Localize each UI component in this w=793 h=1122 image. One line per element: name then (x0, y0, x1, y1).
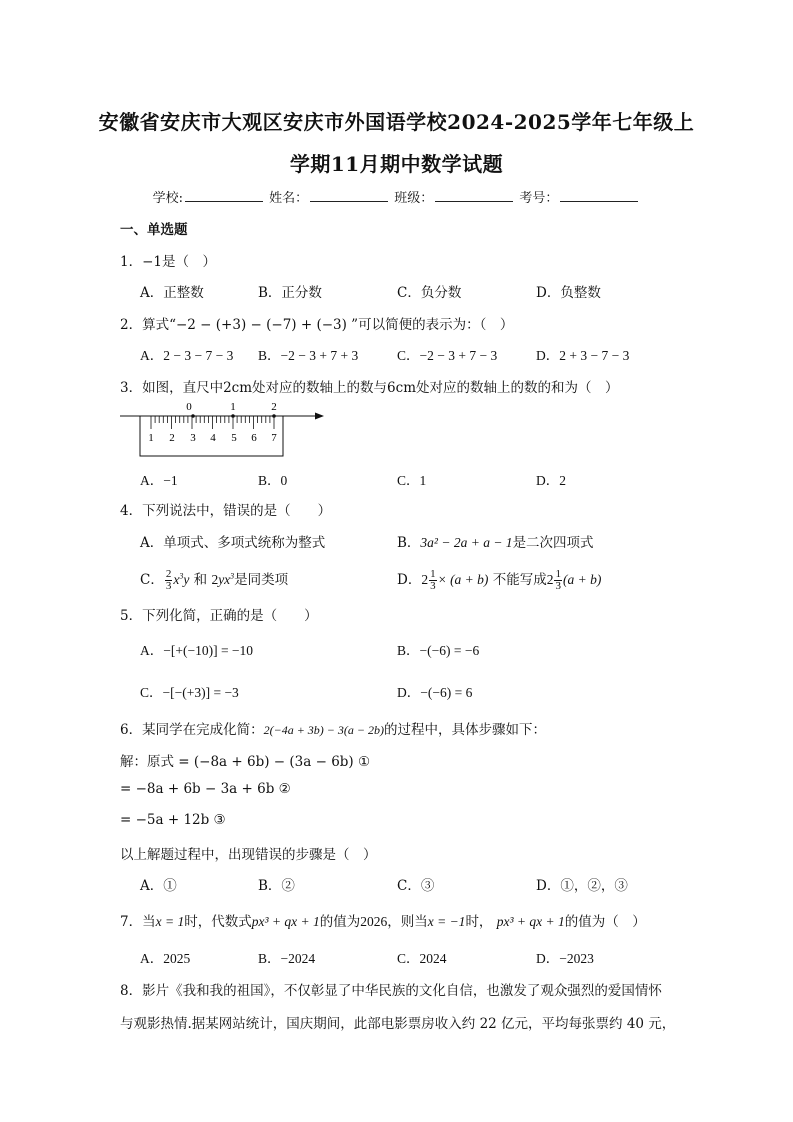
q1-option-a[interactable]: A．正整数 (140, 285, 204, 301)
ruler-labels (148, 432, 277, 444)
exam-no-field[interactable] (560, 189, 638, 202)
q2-option-d[interactable]: D．2 + 3 − 7 − 3 (536, 348, 630, 363)
q5-options-row1 (140, 639, 660, 659)
q3-option-c[interactable]: C．1 (397, 473, 427, 488)
axis-label-1: 1 (230, 401, 236, 413)
q4-options-row2 (140, 566, 660, 596)
q2-option-a[interactable]: A．2 − 3 − 7 − 3 (140, 348, 234, 363)
q4-stem: 4．下列说法中，错误的是（ ） (120, 503, 332, 519)
q7-text-a: 7．当 (120, 914, 156, 930)
q1-stem: 1．−1是（ ） (120, 254, 216, 270)
q4-option-c-and: 和 (193, 572, 208, 588)
ruler-ticks (151, 416, 274, 429)
q2-options (140, 344, 660, 364)
school-field[interactable] (185, 189, 263, 202)
q6-option-b[interactable]: B．② (258, 878, 295, 894)
page-title-line1: 安徽省安庆市大观区安庆市外国语学校2024-2025学年七年级上 (98, 110, 695, 134)
q4-option-c[interactable]: C． $\frac{2}{3}$ $x^3y$ 和 $2yx^3$是同类项 (140, 568, 289, 592)
q7-options (140, 947, 660, 967)
q4-option-c-letter: C． (140, 572, 164, 588)
ruler-label-7: 7 (271, 432, 277, 444)
q6-step1: 解：原式 = (−8a + 6b) − (3a − 6b) ① (120, 754, 371, 770)
ruler-label-2: 2 (169, 432, 175, 444)
q7-stem (120, 910, 646, 930)
q1-option-b[interactable]: B．正分数 (258, 285, 322, 301)
q6-stem (120, 718, 546, 738)
q1-option-d[interactable]: D．负整数 (536, 285, 601, 301)
q2-option-b[interactable]: B．−2 − 3 + 7 + 3 (258, 348, 359, 363)
q4-option-b-text: 是二次四项式 (512, 535, 594, 551)
fraction-one-third-2: $\frac{1}{3}$ (555, 568, 561, 592)
q7-cond2: x = −1 (427, 914, 466, 929)
axis-point-1 (231, 414, 235, 418)
q6-option-d[interactable]: D．①，②，③ (536, 878, 628, 894)
q3-option-b[interactable]: B．0 (258, 473, 288, 488)
fraction-two-thirds: $\frac{2}{3}$ (165, 568, 172, 592)
q7-expr: px³ + qx + 1 (251, 914, 320, 929)
q4-option-d[interactable]: D．2 $\frac{1}{3}$ × (a + b) 不能写成2 $\frac{1}{3}$ (a + b) (397, 568, 602, 592)
q7-text-d: ，则当 (387, 914, 428, 930)
q2-stem: 2．算式“−2 − (+3) − (−7) + (−3) ”可以简便的表示为：（ ） (120, 317, 514, 333)
q1-options (140, 281, 660, 301)
axis-label-2: 2 (271, 401, 277, 413)
q7-text-e: 时， (465, 914, 493, 930)
q4-options-row1 (140, 531, 660, 551)
name-label: 姓名： (269, 191, 309, 206)
q3-options (140, 469, 660, 489)
q6-options (140, 874, 660, 894)
axis-labels (186, 401, 277, 413)
q4-option-d-text: 不能写成 (492, 572, 547, 588)
axis-point-2 (272, 414, 276, 418)
section-heading: 一、单选题 (120, 222, 188, 238)
name-field[interactable] (310, 189, 388, 202)
q3-stem: 3．如图，直尺中2cm处对应的数轴上的数与6cm处对应的数轴上的数的和为（ ） (120, 380, 619, 396)
q3-option-a[interactable]: A．−1 (140, 473, 178, 488)
ruler-label-3: 3 (190, 432, 196, 444)
school-label: 学校: (152, 191, 183, 206)
class-label: 班级： (394, 191, 434, 206)
q6-stem-prefix: 6．某同学在完成化简： (120, 722, 264, 738)
page-title-line2: 学期11月期中数学试题 (289, 152, 504, 176)
q5-option-a[interactable]: A．−[+(−10)] = −10 (140, 643, 254, 658)
q4-option-d-letter: D． (397, 572, 422, 588)
ruler-label-6: 6 (251, 432, 257, 444)
q6-stem-suffix: 的过程中，具体步骤如下： (383, 722, 546, 738)
q8-line2: 与观影热情.据某网站统计，国庆期间，此部电影票房收入约 22 亿元，平均每张票约 40 元， (120, 1016, 676, 1032)
axis-point-0 (191, 414, 195, 418)
q6-option-c[interactable]: C．③ (397, 878, 435, 894)
q5-stem: 5．下列化简，正确的是（ ） (120, 608, 318, 624)
fraction-one-third: $\frac{1}{3}$ (430, 568, 436, 592)
q1-option-c[interactable]: C．负分数 (397, 285, 462, 301)
ruler-label-4: 4 (210, 432, 216, 444)
axis-label-0: 0 (186, 401, 192, 413)
q4-option-b-letter: B． (397, 535, 421, 551)
q7-text-c: 的值为 (319, 914, 361, 930)
q7-expr-2: px³ + qx + 1 (496, 914, 565, 929)
q7-text-b: 时，代数式 (184, 914, 252, 930)
q7-option-a[interactable]: A．2025 (140, 951, 191, 966)
q7-option-b[interactable]: B．−2024 (258, 951, 316, 966)
q6-step3: = −5a + 12b ③ (120, 812, 226, 828)
q7-option-d[interactable]: D．−2023 (536, 951, 594, 966)
q5-option-d[interactable]: D．−(−6) = 6 (397, 685, 473, 700)
ruler-number-line-figure (118, 398, 330, 460)
q6-step2: = −8a + 6b − 3a + 6b ② (120, 781, 291, 797)
arrow-icon (315, 413, 324, 420)
q4-option-a[interactable]: A．单项式、多项式统称为整式 (140, 535, 326, 551)
class-field[interactable] (435, 189, 513, 202)
exam-no-label: 考号： (519, 191, 559, 206)
q4-option-c-text: 是同类项 (234, 572, 289, 588)
q2-option-c[interactable]: C．−2 − 3 + 7 − 3 (397, 348, 498, 363)
q5-option-c[interactable]: C．−[−(+3)] = −3 (140, 685, 239, 700)
q7-text-f: 的值为（ ） (564, 914, 646, 930)
q5-options-row2 (140, 681, 660, 701)
ruler-label-1: 1 (148, 432, 154, 444)
q6-stem-expr: 2(−4a + 3b) − 3(a − 2b) (263, 723, 384, 737)
student-info-row (0, 187, 793, 206)
q7-cond1: x = 1 (155, 914, 185, 929)
q4-option-b[interactable] (397, 531, 594, 551)
q7-option-c[interactable]: C．2024 (397, 951, 447, 966)
q7-value: 2026 (360, 914, 388, 929)
q5-option-b[interactable]: B．−(−6) = −6 (397, 643, 480, 658)
q6-question: 以上解题过程中，出现错误的步骤是（ ） (120, 847, 377, 863)
q3-option-d[interactable]: D．2 (536, 473, 566, 488)
ruler-label-5: 5 (231, 432, 237, 444)
q4-option-b-expr: 3a² − 2a + a − 1 (420, 535, 513, 550)
q8-line1: 8．影片《我和我的祖国》，不仅彰显了中华民族的文化自信，也激发了观众强烈的爱国情怀 (120, 983, 662, 999)
q6-option-a[interactable]: A．① (140, 878, 177, 894)
